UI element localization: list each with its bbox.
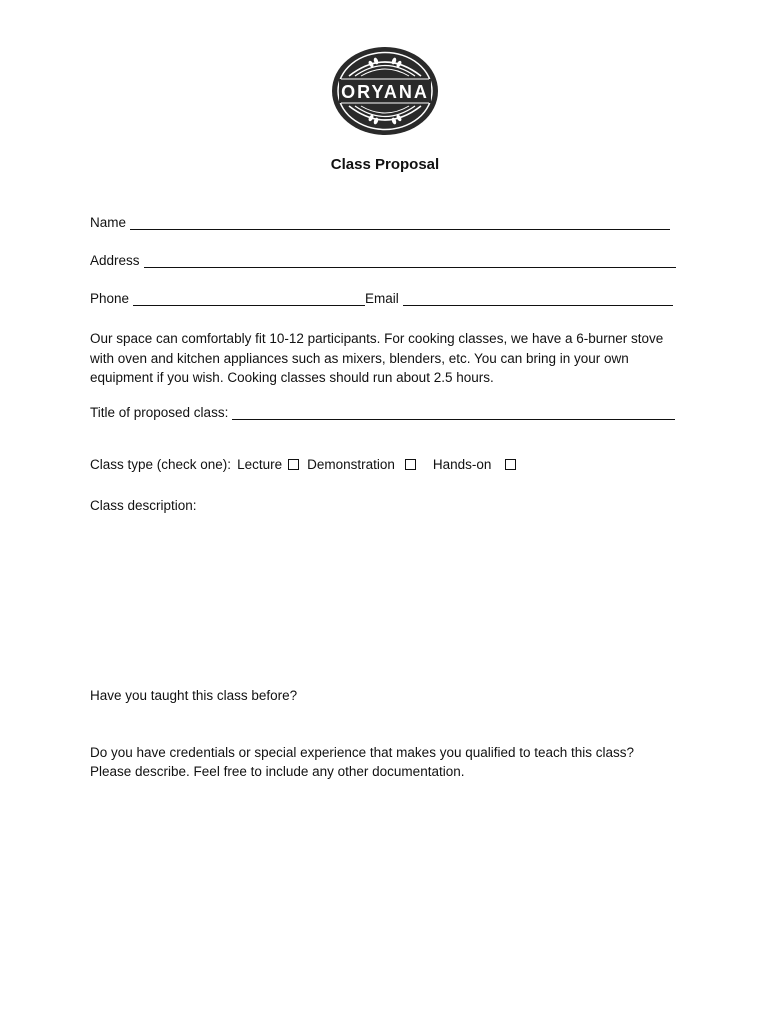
lecture-checkbox[interactable]: [288, 459, 299, 470]
email-field[interactable]: [403, 291, 673, 306]
phone-field[interactable]: [133, 291, 365, 306]
option-demonstration-label: Demonstration: [307, 457, 395, 472]
class-description-area[interactable]: [90, 520, 680, 680]
taught-before-question: Have you taught this class before?: [90, 688, 298, 703]
proposed-title-label: Title of proposed class:: [90, 405, 229, 420]
class-description-label: Class description:: [90, 498, 197, 513]
name-label: Name: [90, 215, 127, 230]
name-field[interactable]: [130, 215, 670, 230]
taught-before-answer-area[interactable]: [90, 708, 680, 738]
phone-label: Phone: [90, 291, 130, 306]
class-type-row: [90, 457, 524, 472]
proposed-title-field[interactable]: [232, 405, 675, 420]
phone-email-row: [90, 291, 673, 306]
credentials-answer-area[interactable]: [90, 786, 680, 986]
option-hands-on-label: Hands-on: [432, 457, 492, 472]
hands-on-checkbox[interactable]: [505, 459, 516, 470]
proposed-title-row: [90, 405, 675, 420]
oryana-logo: [331, 46, 439, 136]
email-label: Email: [365, 291, 399, 306]
demonstration-checkbox[interactable]: [405, 459, 416, 470]
name-row: [90, 215, 670, 230]
address-field[interactable]: [144, 253, 676, 268]
address-label: Address: [90, 253, 140, 268]
address-row: [90, 253, 676, 268]
info-paragraph: Our space can comfortably fit 10-12 participants. For cooking classes, we have a 6-burner stove with oven and kitchen appliances such as mixers, blenders, etc. You can bring in your own equipment if you wish. Cooking classes should run about 2.5 hours.: [90, 331, 664, 385]
logo-text: ORYANA: [341, 82, 429, 102]
credentials-question-line2: Please describe. Feel free to include any other documentation.: [90, 764, 465, 779]
option-lecture-label: Lecture: [237, 457, 283, 472]
page-title: Class Proposal: [330, 156, 440, 173]
credentials-question-line1: Do you have credentials or special experience that makes you qualified to teach this class?: [90, 745, 635, 760]
class-type-label: Class type (check one):: [90, 457, 232, 472]
